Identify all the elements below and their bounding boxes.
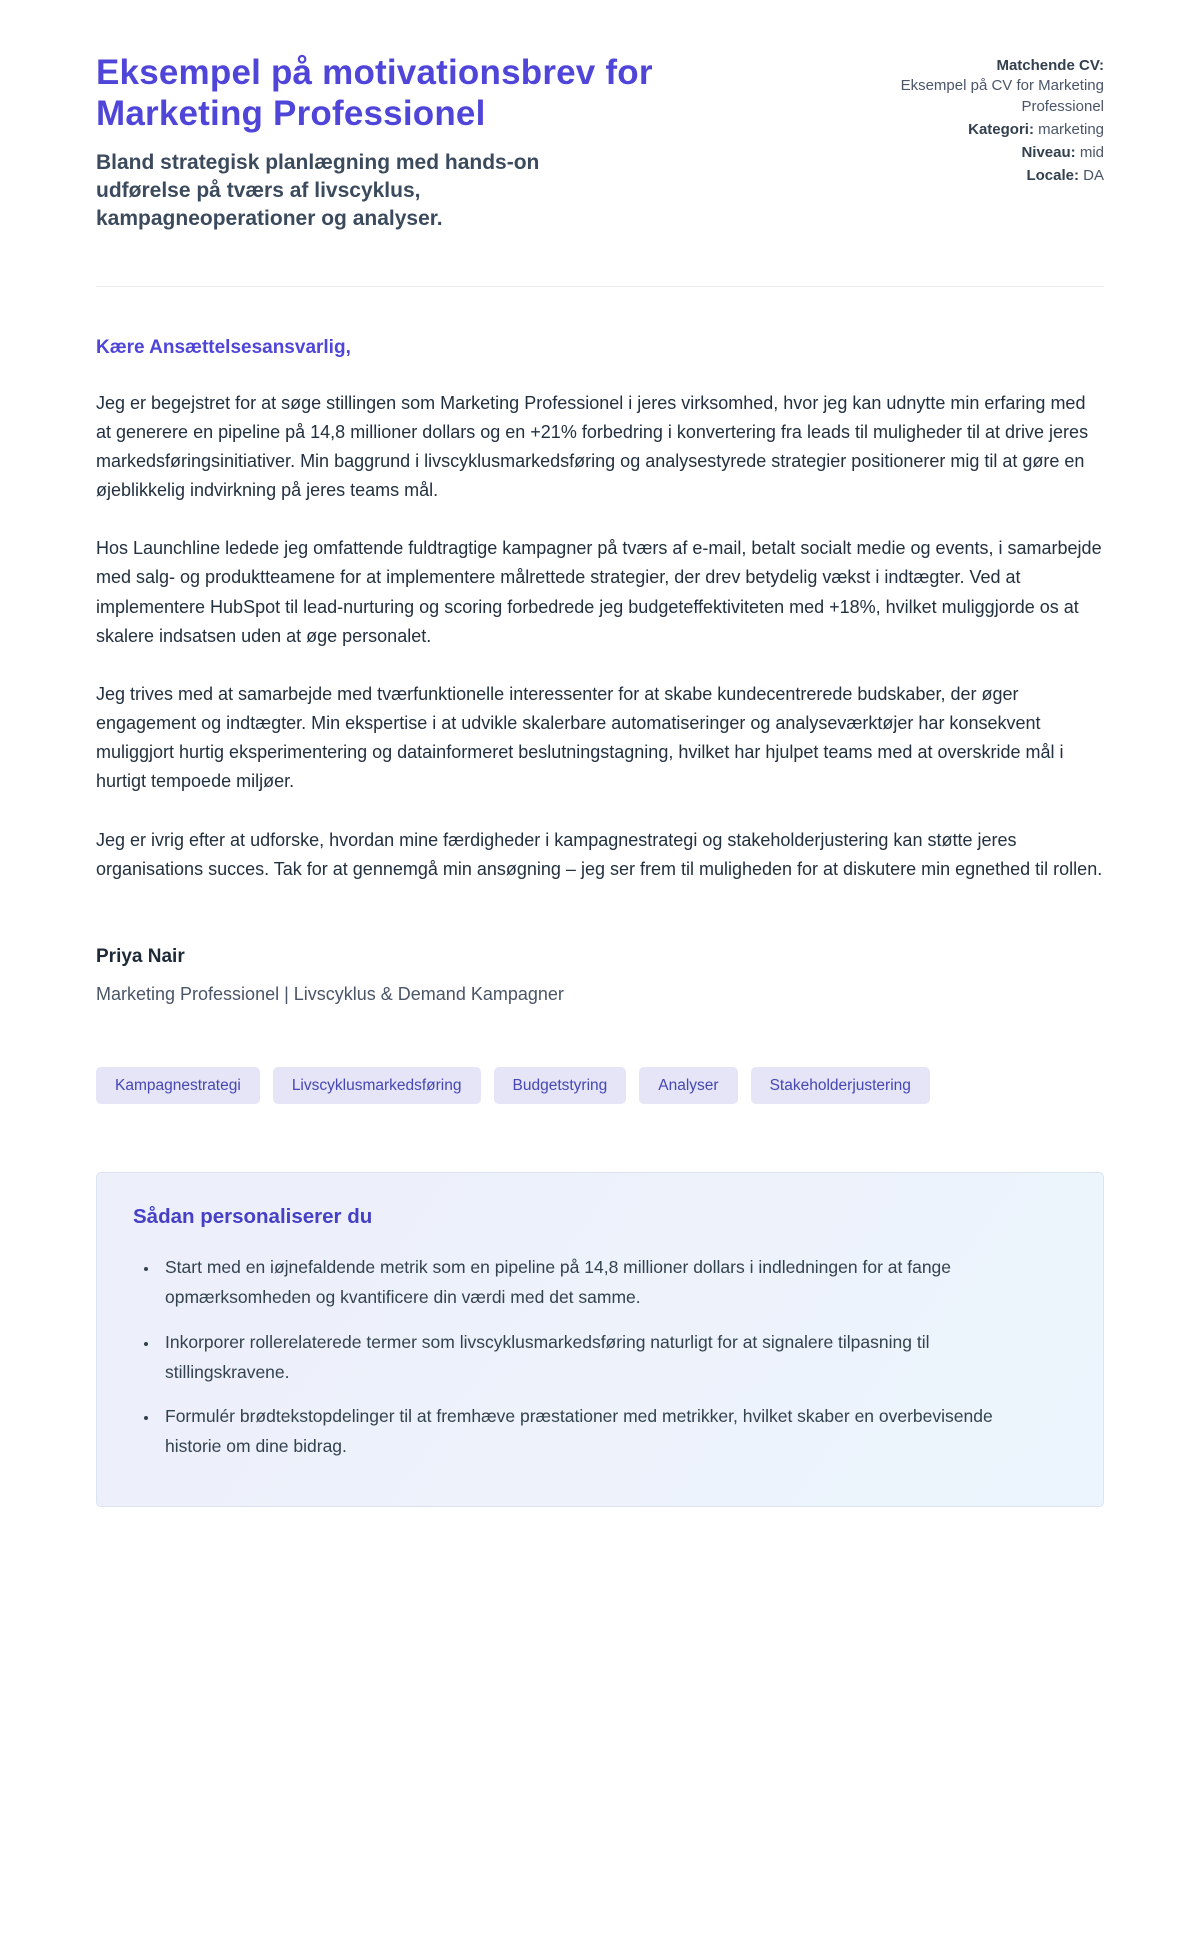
- cover-letter-body: [96, 337, 1104, 1005]
- title-block: [96, 52, 666, 234]
- tip-item: • Inkorporer rollerelaterede termer som livscyklusmarkedsføring naturligt for at signalere tilpasning til stillingskravene.: [159, 1328, 1039, 1388]
- content-column: [96, 52, 1104, 1507]
- tag-chip: Stakeholderjustering: [751, 1067, 930, 1105]
- letter-paragraph: Jeg er begejstret for at søge stillingen som Marketing Professionel i jeres virksomhed, hvor jeg kan udnytte min erfaring med at generere en pipeline på 14,8 millioner dollars og en +21% forbedring i konvertering fra leads til muligheder til at drive jeres markedsføringsinitiativer. Min baggrund i livscyklusmarkedsføring og analysestyrede strategier positionerer mig til at gøre en øjeblikkelig indvirkning på jeres teams mål.: [96, 392, 1089, 501]
- meta-category-value: marketing: [1038, 120, 1104, 138]
- meta-level-label: Niveau:: [1021, 144, 1076, 161]
- meta-level: [889, 143, 1104, 163]
- meta-category-label: Kategori:: [968, 120, 1034, 138]
- page-subtitle: Bland strategisk planlægning med hands-on udførelse på tværs af livscyklus, kampagneoperationer og analyser.: [96, 150, 540, 231]
- tips-list: [133, 1253, 1067, 1462]
- letter-paragraph: Jeg trives med at samarbejde med tværfunktionelle interessenter for at skabe kundecentrerede budskaber, der øger engagement og indtægter. Min ekspertise i at udvikle skalerbare automatiseringer og analyseværktøjer har konsekvent muliggjort hurtig eksperimentering og datainformeret beslutningstagning, hvilket har hjulpet teams med at overskride mål i hurtigt tempoede miljøer.: [96, 683, 1064, 792]
- meta-locale-value: DA: [1083, 167, 1104, 185]
- signature-block: [96, 946, 1104, 1005]
- meta-matching-cv-label: Matchende CV:: [996, 57, 1104, 74]
- meta-level-value: mid: [1079, 144, 1104, 161]
- personalization-tips-box: [96, 1172, 1104, 1507]
- tag-chip: Budgetstyring: [494, 1067, 627, 1105]
- letter-paragraph: Jeg er ivrig efter at udforske, hvordan mine færdigheder i kampagnestrategi og stakeholderjustering kan støtte jeres organisations succes. Tak for at gennemgå min ansøgning – jeg ser frem til muligheden for at diskutere min egnethed til rollen.: [96, 829, 1103, 879]
- skill-tags: [96, 1067, 1104, 1105]
- tag-chip: Analyser: [639, 1067, 737, 1105]
- letter-greeting: Kære Ansættelsesansvarlig,: [96, 336, 351, 358]
- signature-title: Marketing Professionel | Livscyklus & Demand Kampagner: [96, 983, 564, 1004]
- header: [96, 52, 1104, 234]
- tag-chip: Livscyklusmarkedsføring: [273, 1067, 481, 1105]
- meta-locale: [889, 166, 1104, 186]
- tip-item: • Start med en iøjnefaldende metrik som en pipeline på 14,8 millioner dollars i indledningen for at fange opmærksomheden og kvantificere din værdi med det samme.: [159, 1253, 1039, 1313]
- meta-category: [889, 120, 1104, 140]
- meta-block: [889, 52, 1104, 190]
- signature-name: Priya Nair: [96, 945, 185, 967]
- meta-locale-label: Locale:: [1026, 167, 1079, 185]
- tips-heading: Sådan personaliserer du: [133, 1205, 373, 1229]
- meta-matching-cv: [889, 56, 1104, 117]
- tip-item: • Formulér brødtekstopdelinger til at fremhæve præstationer med metrikker, hvilket skaber en overbevisende historie om dine bidrag.: [159, 1402, 1039, 1462]
- header-divider: [96, 286, 1104, 287]
- letter-paragraph: Hos Launchline ledede jeg omfattende fuldtragtige kampagner på tværs af e-mail, betalt socialt medie og events, i samarbejde med salg- og produktteamene for at implementere målrettede strategier, der drev betydelig vækst i indtægter. Ved at implementere HubSpot til lead-nurturing og scoring forbedrede jeg budgeteffektiviteten med +18%, hvilket muliggjorde os at skalere indsatsen uden at øge personalet.: [96, 538, 1102, 646]
- page-title: Eksempel på motivationsbrev for Marketing Professionel: [96, 53, 653, 134]
- meta-matching-cv-value: Eksempel på CV for Marketing Professionel: [900, 77, 1104, 115]
- tag-chip: Kampagnestrategi: [96, 1067, 260, 1105]
